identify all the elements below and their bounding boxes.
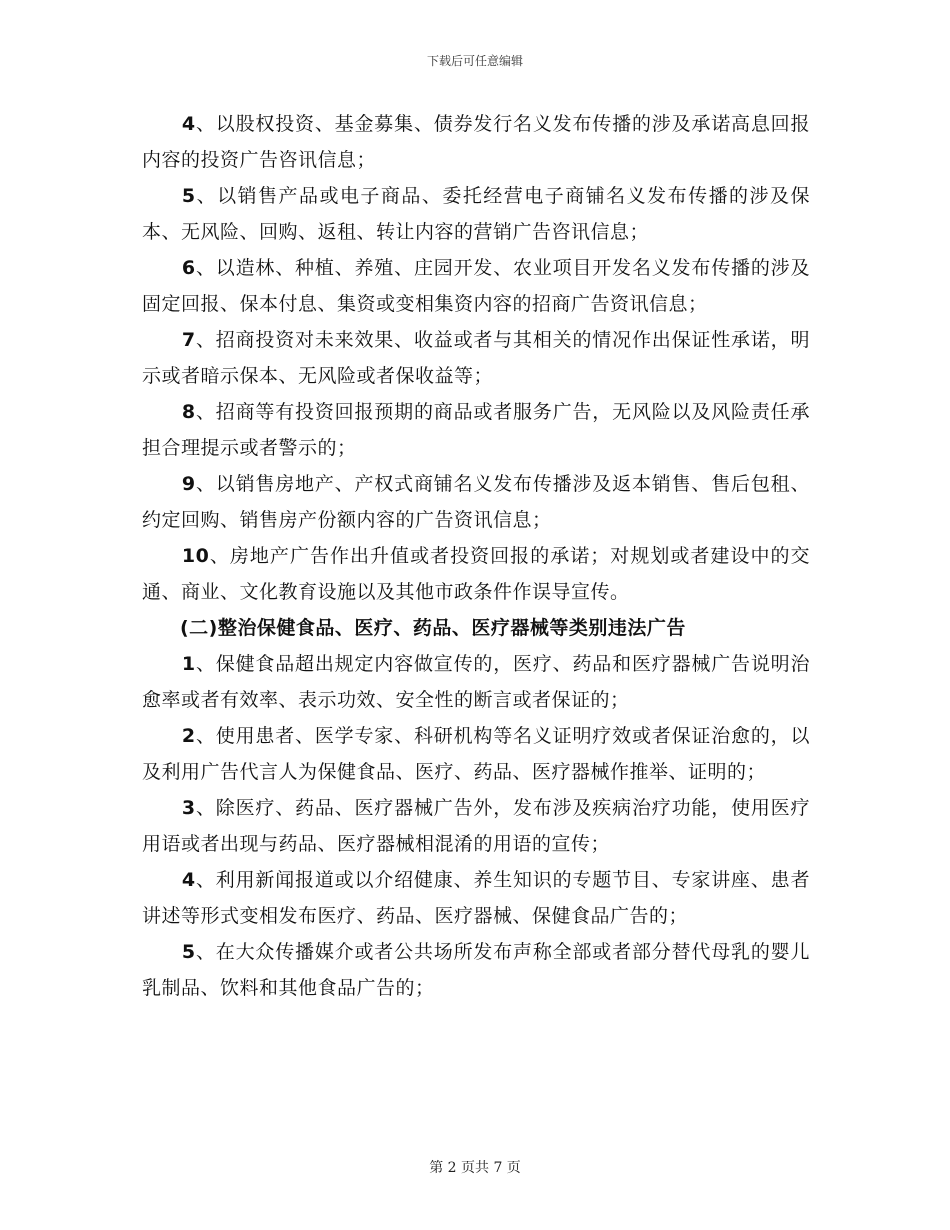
item-number: 5 — [181, 941, 196, 963]
item-text: 、房地产广告作出升值或者投资回报的承诺；对规划或者建设中的交通、商业、文化教育设施以及其他市政条件作误导宣传。 — [142, 545, 810, 603]
document-body — [142, 106, 810, 1006]
list-item-b-5 — [142, 934, 810, 1006]
list-item-a-10 — [142, 538, 810, 610]
item-text: 、保健食品超出规定内容做宣传的，医疗、药品和医疗器械广告说明治愈率或者有效率、表示功效、安全性的断言或者保证的； — [142, 653, 810, 711]
list-item-a-6 — [142, 250, 810, 322]
section-title: (二)整治保健食品、医疗、药品、医疗器械等类别违法广告 — [180, 617, 686, 639]
item-text: 、以造林、种植、养殖、庄园开发、农业项目开发名义发布传播的涉及固定回报、保本付息、集资或变相集资内容的招商广告资讯信息； — [142, 257, 810, 315]
item-text: 、招商投资对未来效果、收益或者与其相关的情况作出保证性承诺，明示或者暗示保本、无风险或者保收益等； — [142, 329, 810, 387]
item-text: 、以股权投资、基金募集、债券发行名义发布传播的涉及承诺高息回报内容的投资广告咨讯信息； — [142, 113, 810, 171]
list-item-a-5 — [142, 178, 810, 250]
item-number: 4 — [181, 869, 196, 891]
page-footer: 第 2 页共 7 页 — [429, 1160, 521, 1176]
list-item-b-2 — [142, 718, 810, 790]
item-text: 、以销售产品或电子商品、委托经营电子商铺名义发布传播的涉及保本、无风险、回购、返租、转让内容的营销广告咨讯信息； — [142, 185, 810, 243]
list-item-b-4 — [142, 862, 810, 934]
item-number: 8 — [181, 401, 196, 423]
item-number: 3 — [181, 797, 196, 819]
item-text: 、在大众传播媒介或者公共场所发布声称全部或者部分替代母乳的婴儿乳制品、饮料和其他食品广告的； — [142, 941, 810, 999]
page-header: 下载后可任意编辑 — [426, 54, 523, 68]
item-text: 、除医疗、药品、医疗器械广告外，发布涉及疾病治疗功能，使用医疗用语或者出现与药品、医疗器械相混淆的用语的宣传； — [142, 797, 810, 855]
list-item-a-8 — [142, 394, 810, 466]
item-number: 10 — [181, 545, 210, 567]
item-number: 5 — [181, 185, 196, 207]
item-text: 、使用患者、医学专家、科研机构等名义证明疗效或者保证治愈的，以及利用广告代言人为保健食品、医疗、药品、医疗器械作推举、证明的； — [142, 725, 810, 783]
item-number: 1 — [181, 653, 196, 675]
item-text: 、以销售房地产、产权式商铺名义发布传播涉及返本销售、售后包租、约定回购、销售房产份额内容的广告资讯信息； — [142, 473, 810, 531]
item-number: 2 — [181, 725, 196, 747]
item-number: 6 — [181, 257, 196, 279]
list-item-a-7 — [142, 322, 810, 394]
list-item-b-1 — [142, 646, 810, 718]
list-item-a-9 — [142, 466, 810, 538]
list-item-a-4 — [142, 106, 810, 178]
item-number: 4 — [181, 113, 196, 135]
item-text: 、利用新闻报道或以介绍健康、养生知识的专题节目、专家讲座、患者讲述等形式变相发布医疗、药品、医疗器械、保健食品广告的； — [142, 869, 810, 927]
item-text: 、招商等有投资回报预期的商品或者服务广告，无风险以及风险责任承担合理提示或者警示的； — [142, 401, 810, 459]
list-item-b-3 — [142, 790, 810, 862]
item-number: 7 — [181, 329, 196, 351]
item-number: 9 — [181, 473, 196, 495]
